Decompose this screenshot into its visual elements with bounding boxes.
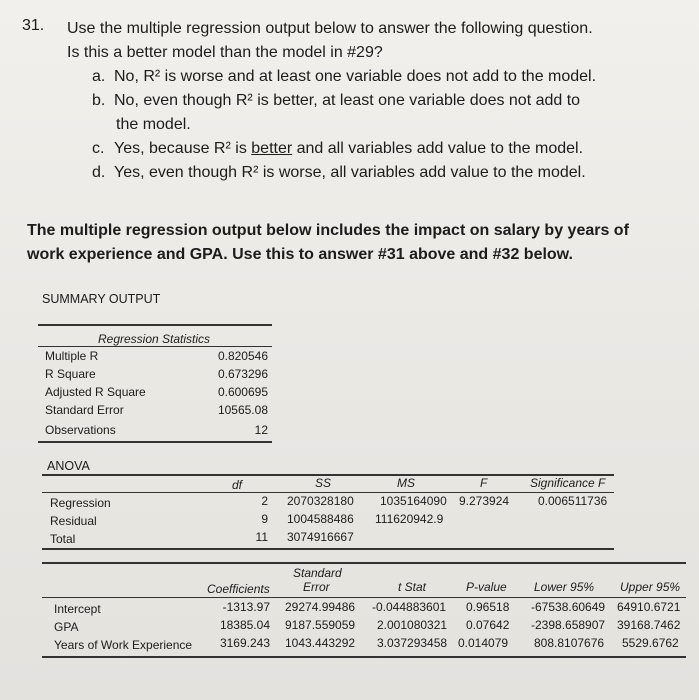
- option-d: [92, 161, 586, 185]
- stat-label: Multiple R: [45, 349, 99, 363]
- question-line-1: Use the multiple regression output below to answer the following question.: [67, 20, 593, 37]
- coef-header-p-value: P-value: [466, 580, 507, 594]
- anova-df: 11: [255, 530, 268, 544]
- anova-ss: 2070328180: [287, 494, 354, 508]
- coef-header-upper-95: Upper 95%: [620, 580, 681, 594]
- divider: [38, 441, 272, 443]
- stat-value: 12: [254, 423, 268, 437]
- coef-lower: -2398.658907: [531, 618, 606, 632]
- intro-line-2: work experience and GPA. Use this to answer #31 above and #32 below.: [27, 246, 573, 263]
- option-text-underlined: better: [251, 140, 293, 157]
- coef-header-error: Error: [303, 580, 330, 594]
- coef-t: 3.037293458: [377, 636, 448, 650]
- stat-value: 0.820546: [217, 349, 268, 363]
- coef-t: -0.044883601: [372, 600, 447, 614]
- coef-upper: 5529.6762: [622, 636, 679, 650]
- anova-ms: 1035164090: [380, 494, 447, 508]
- divider: [42, 656, 686, 658]
- divider: [42, 562, 686, 564]
- anova-header-ss: SS: [315, 476, 332, 490]
- anova-row-label: Residual: [50, 514, 97, 528]
- option-text: Yes, even though R² is worse, all variables add value to the model.: [114, 164, 586, 181]
- option-text: No, R² is worse and at least one variable does not add to the model.: [114, 68, 597, 85]
- option-b: [92, 89, 580, 113]
- coef-header-lower-95: Lower 95%: [534, 580, 595, 594]
- anova-row-label: Regression: [50, 496, 111, 510]
- coef-lower: 808.8107676: [534, 636, 605, 650]
- coef-row-label: Intercept: [54, 602, 101, 616]
- anova-header-df: df: [232, 478, 243, 492]
- stat-label: Standard Error: [45, 403, 124, 417]
- stat-label: R Square: [45, 367, 96, 381]
- anova-ms: 111620942.9: [375, 512, 444, 526]
- option-b-continued: the model.: [116, 116, 191, 133]
- intro-paragraph: [27, 219, 647, 267]
- option-letter: b.: [92, 92, 106, 109]
- coef-se: 1043.443292: [285, 636, 356, 650]
- stat-value: 0.600695: [217, 385, 268, 399]
- divider: [42, 597, 686, 598]
- coef-header-t-stat: t Stat: [398, 580, 427, 594]
- option-text: No, even though R² is better, at least one variable does not add to: [114, 92, 581, 109]
- coef-t: 2.001080321: [377, 618, 448, 632]
- coef-header-standard: Standard: [293, 566, 342, 580]
- coef-p: 0.07642: [466, 618, 510, 632]
- summary-title: SUMMARY OUTPUT: [42, 292, 161, 306]
- anova-row-label: Total: [50, 532, 76, 546]
- coef-row-label: GPA: [54, 620, 79, 634]
- coef-p: 0.96518: [466, 600, 510, 614]
- option-text-post: and all variables add value to the model.: [292, 140, 584, 157]
- option-text-pre: Yes, because R² is: [114, 140, 252, 157]
- divider: [42, 548, 614, 550]
- coef-row-label: Years of Work Experience: [54, 638, 193, 652]
- option-a: [92, 65, 596, 89]
- anova-ss: 1004588486: [287, 512, 354, 526]
- anova-df: 2: [261, 494, 268, 508]
- coef-lower: -67538.60649: [531, 600, 606, 614]
- coef-p: 0.014079: [458, 636, 509, 650]
- anova-sigf: 0.006511736: [538, 494, 608, 508]
- anova-df: 9: [261, 512, 268, 526]
- anova-header-ms: MS: [397, 476, 415, 490]
- option-letter: a.: [92, 68, 106, 85]
- coef-upper: 64910.6721: [617, 600, 681, 614]
- coef-value: 18385.04: [219, 618, 270, 632]
- intro-line-1: The multiple regression output below includes the impact on salary by years of: [27, 222, 629, 239]
- coef-header-coefficients: Coefficients: [207, 582, 270, 596]
- stat-value: 10565.08: [217, 403, 268, 417]
- anova-title: ANOVA: [47, 459, 90, 473]
- stat-value: 0.673296: [217, 367, 268, 381]
- coef-se: 9187.559059: [285, 618, 356, 632]
- question-number: 31.: [22, 17, 45, 34]
- stat-label: Observations: [45, 423, 116, 437]
- coef-se: 29274.99486: [285, 600, 356, 614]
- coef-value: 3169.243: [219, 636, 270, 650]
- anova-ss: 3074916667: [287, 530, 354, 544]
- coef-value: -1313.97: [222, 600, 270, 614]
- divider: [38, 324, 272, 326]
- question-line-2: Is this a better model than the model in #29?: [67, 44, 383, 61]
- question-text: [67, 17, 667, 65]
- divider: [38, 346, 272, 347]
- option-c: [92, 137, 583, 161]
- divider: [42, 492, 614, 493]
- option-letter: c.: [92, 140, 105, 157]
- option-letter: d.: [92, 164, 106, 181]
- coef-upper: 39168.7462: [617, 618, 681, 632]
- anova-f: 9.273924: [459, 494, 510, 508]
- stat-label: Adjusted R Square: [45, 385, 146, 399]
- anova-header-significance-f: Significance F: [530, 476, 606, 490]
- regression-stats-header: Regression Statistics: [98, 332, 211, 346]
- anova-header-f: F: [480, 476, 488, 490]
